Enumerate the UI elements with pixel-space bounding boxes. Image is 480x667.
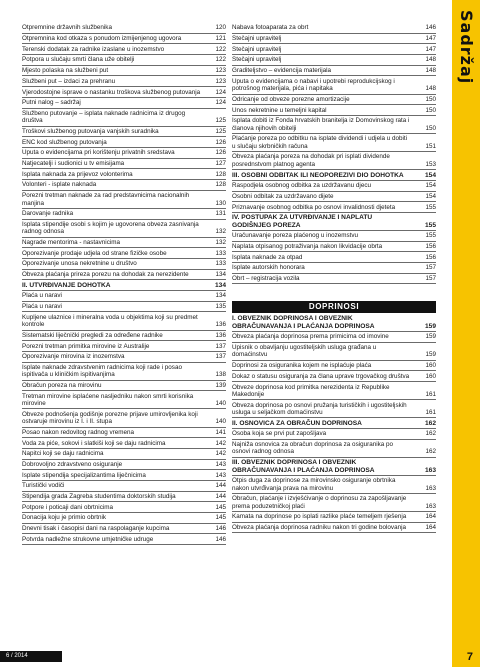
toc-entry-title: Plaćanje poreza po odbitku na isplate dividendi i udjela u dobiti u slučaju skrbničkih računa [232, 135, 408, 150]
toc-entry-title: ENC kod službenog putovanja [22, 138, 107, 146]
toc-entry [22, 209, 226, 220]
page-number: 7 [466, 651, 473, 663]
toc-entry-page: 156 [425, 253, 436, 261]
toc-entry [232, 134, 436, 152]
toc-entry [22, 409, 226, 427]
toc-entry-page: 125 [215, 117, 226, 125]
toc-entry [232, 361, 436, 372]
toc-entry-page: 132 [215, 228, 226, 236]
toc-entry [232, 44, 436, 55]
toc-entry-page: 142 [215, 439, 226, 447]
toc-entry [232, 66, 436, 77]
toc-entry [232, 476, 436, 494]
toc-entry-page: 126 [215, 138, 226, 146]
toc-entry [232, 523, 436, 534]
toc-entry-page: 146 [215, 525, 226, 533]
toc-entry-title: Potpora u slučaju smrti člana uže obitelji [22, 56, 135, 64]
toc-entry-page: 164 [425, 513, 436, 521]
toc-entry-page: 120 [215, 24, 226, 32]
toc-entry-page: 161 [425, 390, 436, 398]
toc-entry-title: Darovanje radnika [22, 210, 74, 218]
toc-entry-page: 143 [215, 460, 226, 468]
toc-right-top [232, 23, 436, 284]
toc-entry [22, 55, 226, 66]
toc-entry-page: 146 [425, 24, 436, 32]
toc-entry-title: Nabava fotoaparata za obrt [232, 24, 309, 32]
toc-entry-page: 147 [425, 35, 436, 43]
toc-entry-page: 157 [425, 275, 436, 283]
toc-entry-page: 162 [425, 448, 436, 456]
toc-entry [232, 252, 436, 263]
toc-entry-title: Obveza plaćanja doprinosa radniku nakon tri godine bolovanja [232, 524, 406, 532]
toc-entry-title: Isplata stipendije osobi s kojim je ugovorena obveza zasnivanja radnog odnosa [22, 220, 199, 236]
toc-entry [22, 438, 226, 449]
toc-entry-page: 131 [215, 210, 226, 218]
toc-entry [232, 95, 436, 106]
toc-entry-title: Voda za piće, sokovi i slatkiši koji se daju radnicima [22, 439, 166, 447]
toc-entry-title: Isplate stipendija specijalizantima liječnicima [22, 471, 146, 479]
toc-entry-page: 137 [215, 353, 226, 361]
toc-entry [22, 191, 226, 209]
toc-entry-title: Obveza plaćanja prireza porezu na dohodak za nerezidente [22, 271, 189, 279]
toc-entry-page: 133 [215, 260, 226, 268]
toc-entry [22, 44, 226, 55]
toc-entry-page: 144 [215, 482, 226, 490]
toc-entry-title: Graditeljstvo – evidencija materijala [232, 67, 332, 75]
toc-entry [22, 66, 226, 77]
toc-entry [232, 76, 436, 94]
toc-entry-title: Obveze podnošenja godišnje porezne prijave umirovljenika koji ostvaruje mirovinu iz I. i II. stupa [22, 410, 198, 426]
toc-entry-title: Volonteri - isplate naknada [22, 181, 97, 189]
toc-entry-page: 148 [425, 56, 436, 64]
toc-entry-page: 124 [215, 99, 226, 107]
toc-entry-title: Obveza doprinosa po osnovi pružanja turističkih i ugostiteljskih usluga u seljačkom domaćinstvu [232, 401, 407, 417]
toc-entry-page: 162 [425, 430, 436, 438]
toc-entry-page: 122 [215, 56, 226, 64]
toc-entry-title: Uputa o evidencijama pri korištenju privatnih sredstava [22, 149, 175, 157]
toc-entry [232, 116, 436, 134]
toc-entry [22, 270, 226, 281]
toc-entry [232, 55, 436, 66]
toc-entry [22, 180, 226, 191]
toc-entry [22, 470, 226, 481]
toc-entry [22, 127, 226, 138]
toc-entry [22, 302, 226, 313]
toc-entry [22, 23, 226, 34]
toc-entry-page: 124 [215, 88, 226, 96]
toc-entry-page: 156 [425, 243, 436, 251]
toc-entry [22, 148, 226, 159]
toc-entry-page: 125 [215, 127, 226, 135]
toc-entry [22, 169, 226, 180]
toc-entry-title: Napitci koji se daju radnicima [22, 450, 104, 458]
toc-entry-title: Stečajni upravitelj [232, 45, 282, 53]
toc-entry-title: Dnevni tisak i časopisi dani na raspolaganje kupcima [22, 525, 170, 533]
toc-entry-title: I. OBVEZNIK DOPRINOSA I OBVEZNIK OBRAČUNAVANJA I PLAĆANJA DOPRINOSA [232, 315, 375, 330]
toc-entry [232, 23, 436, 34]
toc-entry [22, 76, 226, 87]
toc-entry-page: 155 [425, 203, 436, 211]
toc-entry-page: 128 [215, 170, 226, 178]
toc-entry-title: Potpore i poticaji dani obrtnicima [22, 503, 114, 511]
toc-entry [22, 492, 226, 503]
toc-entry-title: Turistički vodiči [22, 482, 65, 490]
toc-entry-title: Službeno putovanje – isplata naknade radnicima iz drugog društva [22, 109, 186, 125]
toc-entry [232, 332, 436, 343]
toc-entry-title: Vjerodostojne isprave o nastanku troškova službenog putovanja [22, 88, 201, 96]
toc-entry-title: II. UTVRĐIVANJE DOHOTKA [22, 281, 111, 289]
toc-entry-page: 148 [425, 67, 436, 75]
toc-entry-page: 142 [215, 450, 226, 458]
toc-entry-title: Isplate autorskih honorara [232, 264, 305, 272]
toc-entry-page: 134 [215, 292, 226, 300]
toc-entry-page: 145 [215, 503, 226, 511]
toc-entry-title: Donacija koju je primio obrtnik [22, 514, 106, 522]
toc-entry-page: 163 [425, 502, 436, 510]
toc-entry [232, 34, 436, 45]
toc-entry-title: Posao nakon redovitog radnog vremena [22, 428, 135, 436]
toc-entry-page: 153 [425, 160, 436, 168]
toc-entry-title: Mjesto polaska na službeni put [22, 67, 109, 75]
toc-entry [232, 371, 436, 382]
toc-entry-title: Stečajni upravitelj [232, 35, 282, 43]
toc-section-heading [232, 170, 436, 181]
toc-entry-page: 139 [215, 382, 226, 390]
toc-entry [22, 98, 226, 109]
toc-entry-title: Sistematski liječnički pregledi za određene radnike [22, 331, 163, 339]
toc-entry-page: 161 [425, 409, 436, 417]
toc-entry [22, 87, 226, 98]
toc-entry-page: 150 [425, 106, 436, 114]
toc-right-bottom [232, 314, 436, 534]
toc-entry [22, 248, 226, 259]
toc-entry-title: Plaća u naravi [22, 303, 62, 311]
toc-entry-page: 136 [215, 331, 226, 339]
toc-entry-page: 150 [425, 124, 436, 132]
toc-entry-title: Kupljene ulaznice i mineralna voda u objektima koji su predmet kontrole [22, 313, 198, 329]
toc-entry [232, 231, 436, 242]
toc-entry [232, 263, 436, 274]
toc-entry-title: Odricanje od obveze porezne amortizacije [232, 95, 350, 103]
toc-entry-page: 163 [424, 466, 436, 474]
toc-entry-page: 155 [424, 221, 436, 229]
toc-entry-title: Oporezivanje mirovina iz inozemstva [22, 353, 125, 361]
toc-left-column [22, 23, 226, 545]
toc-entry [232, 400, 436, 418]
toc-entry [232, 512, 436, 523]
toc-section-heading [232, 458, 436, 476]
toc-entry [232, 242, 436, 253]
toc-entry-page: 154 [425, 192, 436, 200]
toc-entry-page: 143 [215, 471, 226, 479]
toc-entry-page: 159 [424, 322, 436, 330]
toc-entry-page: 147 [425, 45, 436, 53]
toc-entry [22, 34, 226, 45]
section-header-doprinosi: DOPRINOSI [232, 301, 436, 312]
toc-entry [232, 105, 436, 116]
toc-entry [22, 481, 226, 492]
toc-entry-page: 127 [215, 160, 226, 168]
toc-entry-page: 132 [215, 238, 226, 246]
toc-entry [232, 382, 436, 400]
toc-entry-title: Tretman mirovine isplaćene nasljedniku nakon smrti korisnika mirovine [22, 392, 194, 408]
toc-entry-title: Obračun poreza na mirovinu [22, 382, 102, 390]
toc-entry-title: Isplate naknade zdravstvenim radnicima koji rade i posao ispitivača u kliničkim ispitivanjima [22, 363, 182, 379]
toc-entry-title: Isplata dobiti iz Fonda hrvatskih branitelja iz Domovinskog rata i članova njihovih obitelji [232, 117, 410, 132]
toc-entry-page: 151 [425, 142, 436, 150]
toc-entry [232, 494, 436, 512]
toc-entry [22, 363, 226, 381]
toc-entry-page: 159 [425, 351, 436, 359]
toc-entry-page: 163 [425, 484, 436, 492]
toc-entry-page: 160 [425, 362, 436, 370]
toc-entry-page: 134 [215, 271, 226, 279]
toc-entry-title: Osobni odbitak za uzdržavano dijete [232, 192, 334, 200]
toc-entry-title: Otpremnine državnih službenika [22, 24, 112, 32]
toc-entry-title: Obračun, plaćanje i izvješćivanje o doprinosu za zapošljavanje prema poduzetničkoj plaći [232, 495, 407, 510]
toc-entry-page: 135 [215, 303, 226, 311]
toc-entry-page: 121 [215, 35, 226, 43]
toc-entry [22, 352, 226, 363]
toc-entry-title: Unos nekretnine u temeljni kapital [232, 106, 327, 114]
toc-entry-page: 136 [215, 321, 226, 329]
toc-entry-page: 150 [425, 95, 436, 103]
toc-entry-title: Oporezivanje prodaje udjela od strane fizičke osobe [22, 249, 167, 257]
toc-entry-title: Obveze doprinosa kod primitka nerezidenta iz Republike Makedonije [232, 383, 390, 398]
toc-entry-page: 133 [215, 249, 226, 257]
toc-entry-title: Troškovi službenog putovanja vanjskih suradnika [22, 127, 159, 135]
toc-entry-title: Otpremnina kod otkaza s ponudom izmijenjenog ugovora [22, 35, 182, 43]
toc-entry-title: Obrt – registracija vozila [232, 275, 300, 283]
toc-entry [22, 524, 226, 535]
toc-entry-page: 162 [424, 419, 436, 427]
toc-entry-title: Najniža osnovica za obračun doprinosa za osiguranika po osnovi radnog odnosa [232, 441, 394, 456]
toc-section-heading [232, 314, 436, 332]
toc-entry-title: Stečajni upravitelj [232, 56, 282, 64]
toc-entry-title: Osoba koja se prvi put zapošljava [232, 430, 327, 438]
issue-label: 6 / 2014 [0, 651, 62, 662]
toc-entry-title: Priznavanje osobnog odbitka po osnovi invalidnosti djeteta [232, 203, 396, 211]
toc-entry [22, 159, 226, 170]
toc-entry-page: 141 [215, 428, 226, 436]
toc-entry-page: 123 [215, 67, 226, 75]
toc-entry [22, 513, 226, 524]
toc-entry [232, 343, 436, 361]
toc-entry-title: Porezni tretman naknade za rad predstavnicima nacionalnih manjina [22, 192, 190, 207]
toc-entry-title: Potvrda nadležne strukovne umjetničke udruge [22, 535, 154, 543]
toc-entry [22, 381, 226, 392]
toc-entry-title: Stipendija grada Zagreba studentima doktorskih studija [22, 493, 176, 501]
toc-section-heading [22, 280, 226, 291]
toc-entry-title: Uračunavanje poreza plaćenog u inozemstvu [232, 232, 359, 240]
toc-entry-page: 130 [215, 199, 226, 207]
toc-entry-title: IV. POSTUPAK ZA UTVRĐIVANJE I NAPLATU GODIŠNJEG POREZA [232, 214, 373, 229]
toc-entry-page: 144 [215, 493, 226, 501]
toc-entry-page: 148 [425, 85, 436, 93]
toc-entry-page: 154 [425, 182, 436, 190]
toc-entry-page: 140 [215, 400, 226, 408]
toc-entry-title: Dobrovoljno zdravstveno osiguranje [22, 460, 123, 468]
toc-entry [22, 312, 226, 330]
toc-entry-page: 159 [425, 333, 436, 341]
toc-entry-title: Uputa o evidencijama o nabavi i upotrebi reprodukcijskog i potrošnog materijala, pića i napitaka [232, 77, 395, 93]
toc-entry [22, 428, 226, 439]
toc-entry-page: 157 [425, 264, 436, 272]
toc-entry-title: Putni nalog – sadržaj [22, 99, 81, 107]
toc-entry-title: Terenski dodatak za radnike izaslane u inozemstvo [22, 45, 165, 53]
toc-entry-title: Raspodjela osobnog odbitka za uzdržavanu djecu [232, 182, 371, 190]
toc-entry-page: 122 [215, 45, 226, 53]
toc-entry [22, 391, 226, 409]
toc-entry [22, 137, 226, 148]
toc-entry-title: Natjecatelji i sudionici u tv emisijama [22, 160, 125, 168]
toc-entry-page: 164 [425, 524, 436, 532]
toc-entry-title: Isplata naknada za prijevoz volonterima [22, 170, 133, 178]
toc-entry-page: 154 [424, 171, 436, 179]
toc-entry-title: Službeni put – izdaci za prehranu [22, 77, 116, 85]
toc-entry-title: Obveza plaćanja doprinosa prema primicima od imovine [232, 333, 389, 341]
side-strip [452, 0, 480, 667]
toc-entry-page: 134 [214, 281, 226, 289]
toc-entry-title: III. OSOBNI ODBITAK ILI NEOPOREZIVI DIO DOHOTKA [232, 171, 404, 179]
toc-entry-title: Naplata otpisanog potraživanja nakon likvidacije obrta [232, 243, 383, 251]
toc-entry [22, 449, 226, 460]
toc-entry [22, 534, 226, 545]
toc-entry-title: Porezni tretman primitka mirovine iz Australije [22, 342, 150, 350]
toc-entry-title: Isplata naknade za otpad [232, 253, 303, 261]
toc-entry-page: 137 [215, 342, 226, 350]
toc-section-heading [232, 213, 436, 231]
toc-entry-title: Otpis duga za doprinose za mirovinsko osiguranje obrtnika nakon utvrđivanja prava na mirovinu [232, 477, 396, 492]
toc-entry-title: Nagrade mentorima - nastavnicima [22, 238, 120, 246]
toc-entry [232, 181, 436, 192]
toc-entry-page: 140 [215, 418, 226, 426]
toc-entry-title: Doprinosi za osiguranika kojem ne isplaćuje plaća [232, 362, 372, 370]
toc-right-column [232, 23, 436, 533]
toc-entry [232, 429, 436, 440]
toc-entry [22, 460, 226, 471]
toc-entry [22, 331, 226, 342]
toc-entry [22, 291, 226, 302]
toc-entry [22, 109, 226, 127]
toc-entry-title: II. OSNOVICA ZA OBRAČUN DOPRINOSA [232, 419, 362, 427]
toc-entry [22, 259, 226, 270]
toc-section-heading [232, 418, 436, 429]
toc-entry [232, 202, 436, 213]
toc-entry [22, 341, 226, 352]
toc-entry-page: 126 [215, 149, 226, 157]
toc-entry [22, 238, 226, 249]
toc-entry [232, 152, 436, 170]
toc-entry-page: 145 [215, 514, 226, 522]
side-title: Sadržaj [457, 10, 476, 85]
toc-entry-title: Obveza plaćanja poreza na dohodak pri isplati dividende posrednstvom platnog agenta [232, 153, 390, 168]
toc-entry [22, 502, 226, 513]
toc-entry-page: 155 [425, 232, 436, 240]
toc-entry-page: 123 [215, 77, 226, 85]
toc-entry-page: 128 [215, 181, 226, 189]
toc-entry [22, 220, 226, 238]
toc-entry-title: Kamata na doprinose po isplati razlike plaće temeljem rješenja [232, 513, 407, 521]
toc-entry-page: 138 [215, 371, 226, 379]
toc-entry [232, 440, 436, 458]
toc-entry-page: 146 [215, 535, 226, 543]
toc-entry [232, 192, 436, 203]
toc-entry-title: Dokaz o statusu osiguranja za člana uprave trgovačkog društva [232, 372, 410, 380]
toc-entry-title: III. OBVEZNIK DOPRINOSA I OBVEZNIK OBRAČUNAVANJA I PLAĆANJA DOPRINOSA [232, 459, 375, 474]
toc-entry-title: Plaća u naravi [22, 292, 62, 300]
toc-entry-title: Upisnik o obavljanju ugostiteljskih usluga građana u domaćinstvu [232, 344, 377, 359]
toc-entry-page: 160 [425, 372, 436, 380]
toc-entry [232, 274, 436, 285]
toc-entry-title: Oporezivanje unosa nekretnine u društvo [22, 260, 137, 268]
